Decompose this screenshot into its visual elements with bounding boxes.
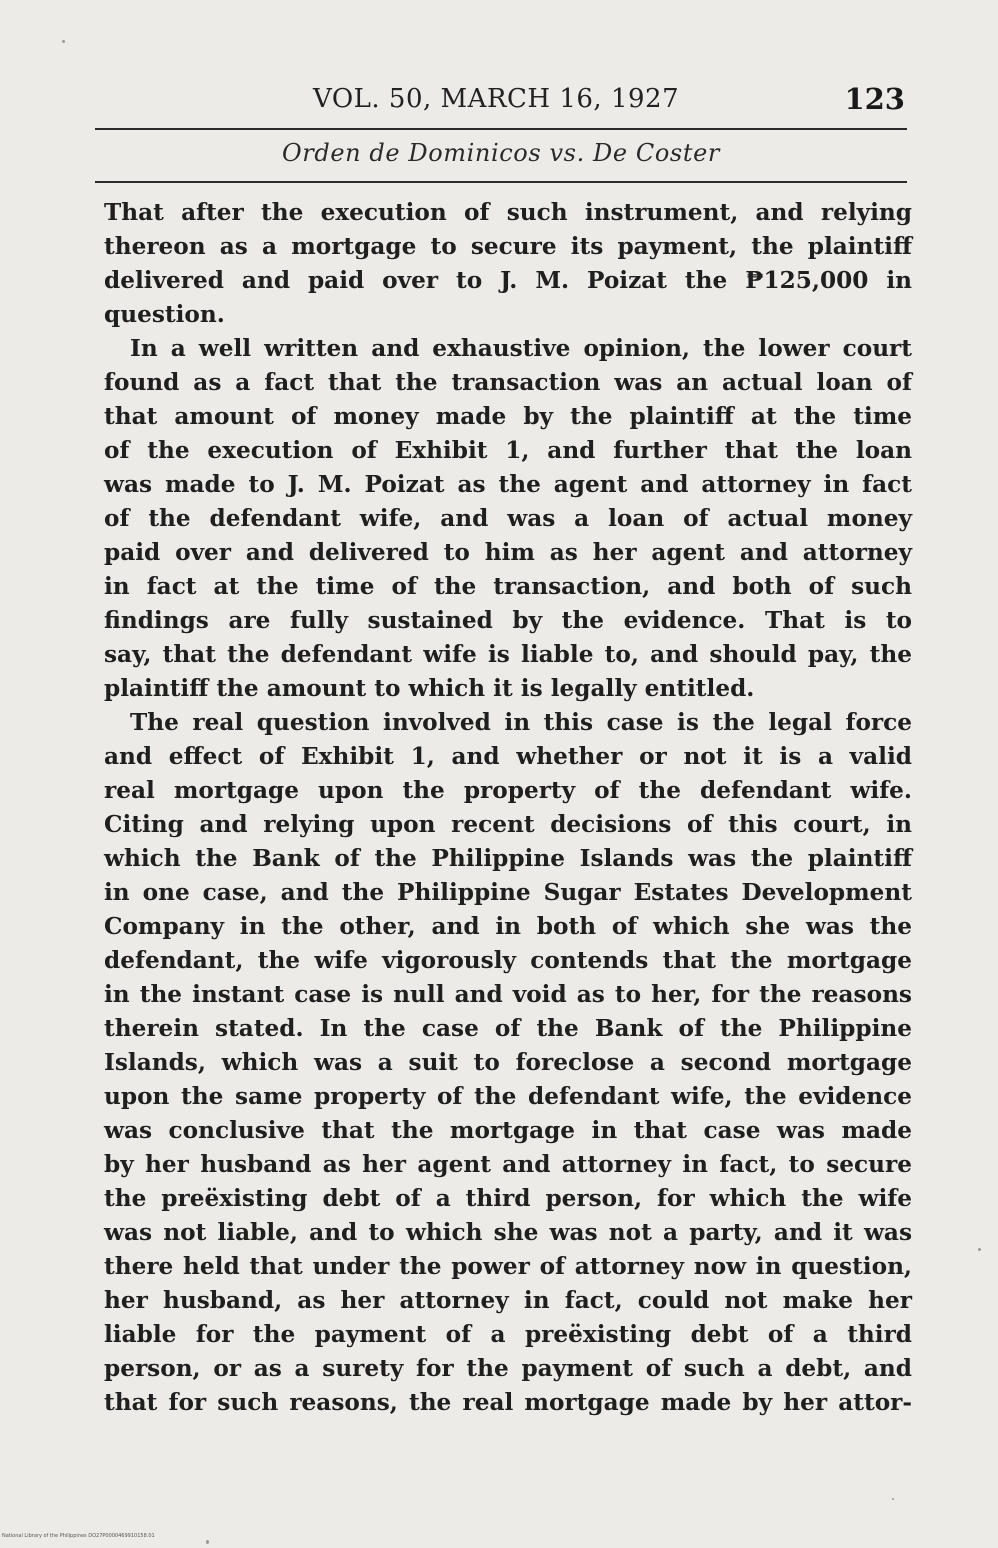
- text-line: In a well written and exhaustive opinion, the lower court: [130, 335, 912, 362]
- header-rule-top: [95, 128, 907, 130]
- running-head: [95, 80, 907, 122]
- header-rule-bottom: [95, 181, 907, 183]
- text-line: thereon as a mortgage to secure its payment, the plaintiff: [104, 233, 912, 260]
- text-line: upon the same property of the defendant wife, the evidence: [104, 1083, 912, 1110]
- text-line: delivered and paid over to J. M. Poizat the ₱125,000 in: [104, 267, 912, 294]
- text-line: The real question involved in this case is the legal force: [130, 709, 912, 736]
- text-line: in the instant case is null and void as to her, for the reasons: [104, 981, 912, 1008]
- text-line: found as a fact that the transaction was an actual loan of: [104, 369, 912, 396]
- scan-speck: [892, 1498, 894, 1500]
- text-line: person, or as a surety for the payment of such a debt, and: [104, 1355, 912, 1382]
- case-title: Orden de Dominicos vs. De Coster: [282, 139, 720, 167]
- text-line: plaintiff the amount to which it is legally entitled.: [104, 675, 755, 702]
- text-line: therein stated. In the case of the Bank of the Philippine: [104, 1015, 912, 1042]
- text-line: in fact at the time of the transaction, and both of such: [104, 573, 912, 600]
- text-line: real mortgage upon the property of the defendant wife.: [104, 777, 912, 804]
- text-line: findings are fully sustained by the evidence. That is to: [104, 607, 912, 634]
- text-line: by her husband as her agent and attorney in fact, to secure: [104, 1151, 912, 1178]
- text-line: That after the execution of such instrument, and relying: [104, 199, 912, 226]
- text-line: paid over and delivered to him as her agent and attorney: [104, 539, 912, 566]
- body-text: [104, 196, 912, 1420]
- text-line: was not liable, and to which she was not a party, and it was: [104, 1219, 912, 1246]
- scan-stamp: National Library of the Philippines DO27P0000469910158.01: [2, 1533, 155, 1539]
- text-line: Islands, which was a suit to foreclose a second mortgage: [104, 1049, 912, 1076]
- text-line: and effect of Exhibit 1, and whether or not it is a valid: [104, 743, 912, 770]
- text-line: in one case, and the Philippine Sugar Estates Development: [104, 879, 912, 906]
- scan-speck: [62, 40, 65, 43]
- text-line: which the Bank of the Philippine Islands was the plaintiff: [104, 845, 912, 872]
- text-line: question.: [104, 301, 225, 328]
- text-line: say, that the defendant wife is liable to, and should pay, the: [104, 641, 912, 668]
- volume-date: VOL. 50, MARCH 16, 1927: [313, 84, 680, 114]
- text-line: Company in the other, and in both of which she was the: [104, 913, 912, 940]
- text-line: that for such reasons, the real mortgage made by her attor-: [104, 1389, 912, 1416]
- text-line: was made to J. M. Poizat as the agent and attorney in fact: [104, 471, 912, 498]
- text-line: her husband, as her attorney in fact, could not make her: [104, 1287, 912, 1314]
- text-line: of the execution of Exhibit 1, and further that the loan: [104, 437, 912, 464]
- text-line: defendant, the wife vigorously contends that the mortgage: [104, 947, 912, 974]
- text-line: Citing and relying upon recent decisions of this court, in: [104, 811, 912, 838]
- page-number: 123: [844, 82, 905, 116]
- text-line: was conclusive that the mortgage in that case was made: [104, 1117, 912, 1144]
- text-line: that amount of money made by the plaintiff at the time: [104, 403, 912, 430]
- scan-speck: [206, 1540, 209, 1544]
- text-line: the preëxisting debt of a third person, for which the wife: [104, 1185, 912, 1212]
- text-line: of the defendant wife, and was a loan of actual money: [104, 505, 912, 532]
- text-line: there held that under the power of attorney now in question,: [104, 1253, 912, 1280]
- scan-speck: [978, 1248, 981, 1251]
- text-line: liable for the payment of a preëxisting debt of a third: [104, 1321, 912, 1348]
